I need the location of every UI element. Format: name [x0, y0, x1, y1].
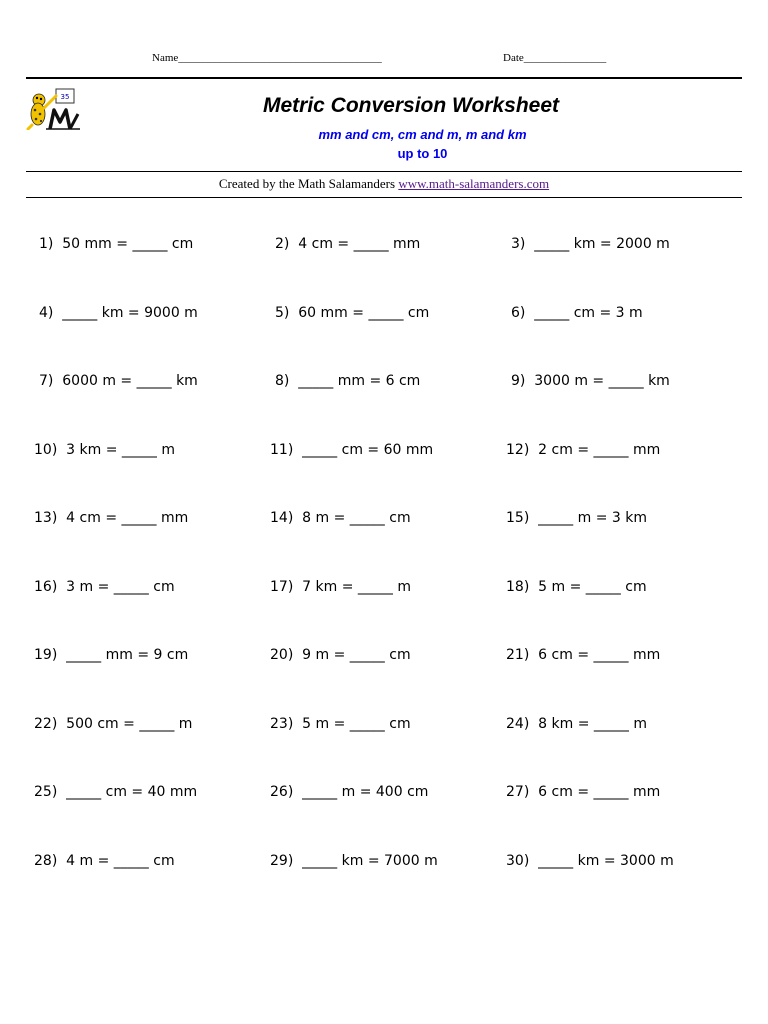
header-bottom-rule	[26, 197, 742, 198]
page-title: Metric Conversion Worksheet	[263, 94, 560, 117]
salamander-logo-icon	[26, 88, 82, 130]
question-23: 23) 5 m = _____ cm	[270, 716, 411, 732]
question-1: 1) 50 mm = _____ cm	[39, 236, 194, 252]
question-26: 26) _____ m = 400 cm	[270, 784, 429, 800]
logo-sign-text: 35	[60, 93, 70, 101]
question-18: 18) 5 m = _____ cm	[506, 579, 647, 595]
question-24: 24) 8 km = _____ m	[506, 716, 647, 732]
question-28: 28) 4 m = _____ cm	[34, 853, 175, 869]
question-16: 16) 3 m = _____ cm	[34, 579, 175, 595]
question-25: 25) _____ cm = 40 mm	[34, 784, 198, 800]
question-17: 17) 7 km = _____ m	[270, 579, 411, 595]
question-2: 2) 4 cm = _____ mm	[275, 236, 421, 252]
question-13: 13) 4 cm = _____ mm	[34, 510, 189, 526]
subtitle-range: up to 10	[397, 146, 448, 161]
question-8: 8) _____ mm = 6 cm	[275, 373, 421, 389]
question-27: 27) 6 cm = _____ mm	[506, 784, 661, 800]
header-top-rule	[26, 77, 742, 79]
question-22: 22) 500 cm = _____ m	[34, 716, 193, 732]
date-field[interactable]: Date_______________	[503, 52, 607, 64]
question-4: 4) _____ km = 9000 m	[39, 305, 198, 321]
header-middle-rule	[26, 171, 742, 172]
subtitle-units: mm and cm, cm and m, m and km	[318, 127, 527, 142]
question-7: 7) 6000 m = _____ km	[39, 373, 198, 389]
question-11: 11) _____ cm = 60 mm	[270, 442, 434, 458]
question-19: 19) _____ mm = 9 cm	[34, 647, 189, 663]
question-14: 14) 8 m = _____ cm	[270, 510, 411, 526]
question-3: 3) _____ km = 2000 m	[511, 236, 670, 252]
question-15: 15) _____ m = 3 km	[506, 510, 647, 526]
question-30: 30) _____ km = 3000 m	[506, 853, 674, 869]
question-20: 20) 9 m = _____ cm	[270, 647, 411, 663]
question-21: 21) 6 cm = _____ mm	[506, 647, 661, 663]
credit-link[interactable]: www.math-salamanders.com	[398, 176, 550, 191]
question-12: 12) 2 cm = _____ mm	[506, 442, 661, 458]
name-date-row	[0, 52, 768, 68]
credit-text: Created by the Math Salamanders	[218, 176, 399, 191]
question-6: 6) _____ cm = 3 m	[511, 305, 643, 321]
question-9: 9) 3000 m = _____ km	[511, 373, 670, 389]
name-field[interactable]: Name_____________________________________	[152, 52, 382, 64]
credit-line	[0, 176, 768, 192]
question-5: 5) 60 mm = _____ cm	[275, 305, 430, 321]
question-10: 10) 3 km = _____ m	[34, 442, 175, 458]
question-29: 29) _____ km = 7000 m	[270, 853, 438, 869]
